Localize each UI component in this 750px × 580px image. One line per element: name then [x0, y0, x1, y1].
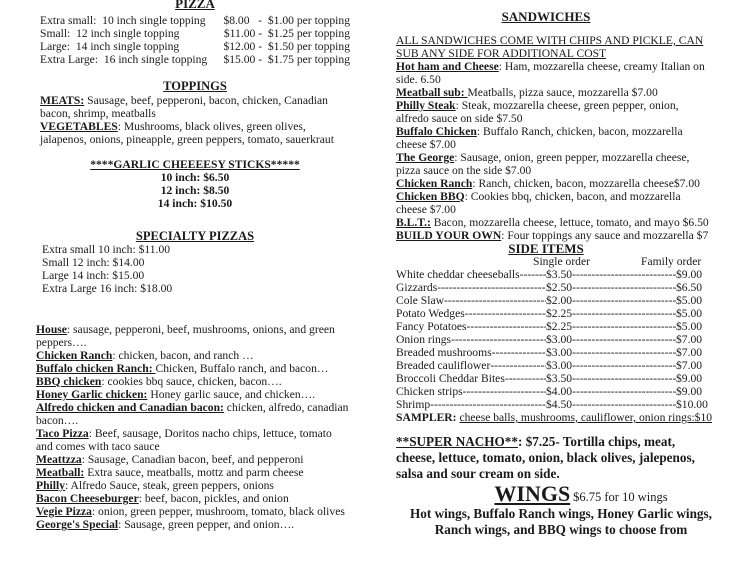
meats-list: Sausage, beef, pepperoni, bacon, chicken, Canadian bacon, shrimp, meatballs — [40, 94, 328, 120]
side-item-name-cell — [396, 359, 546, 372]
specialty-pizza-desc: Honey garlic sauce, and chicken…. — [147, 388, 316, 401]
side-item-name: Chicken strips — [396, 385, 463, 398]
specialty-pizza-desc: : Sausage, Canadian bacon, beef, and pepperoni — [81, 453, 304, 466]
sampler-line — [396, 411, 726, 424]
pizza-size-name: Small: 12 inch single topping — [40, 27, 180, 40]
dotted-leader — [463, 385, 546, 398]
dotted-leader — [430, 398, 546, 411]
side-item-row — [396, 346, 726, 359]
vegetables-line — [40, 120, 350, 146]
specialty-pizza-item — [36, 375, 350, 388]
side-item-single: $2.25 — [546, 307, 573, 320]
side-item-name-cell — [396, 320, 546, 333]
specialty-pizza-item — [36, 427, 350, 453]
side-item-row — [396, 281, 726, 294]
dotted-leader — [572, 346, 676, 359]
specialty-size: Large 14 inch: $15.00 — [42, 269, 145, 282]
sandwich-desc: : Ranch, chicken, bacon, mozzarella cheese$7.00 — [472, 177, 700, 190]
side-item-single-cell — [546, 398, 676, 411]
left-column — [36, 0, 350, 531]
dotted-leader — [492, 346, 546, 359]
pizza-size-row — [40, 14, 350, 27]
specialty-pizza-item — [36, 323, 350, 349]
specialty-pizza-desc: : Sausage, green pepper, and onion…. — [118, 518, 295, 531]
specialty-pizza-item — [36, 518, 350, 531]
dotted-leader — [505, 372, 546, 385]
specialty-pizza-desc: chicken, alfredo, canadian bacon…. — [36, 401, 349, 427]
dotted-leader — [437, 281, 546, 294]
side-item-single: $2.50 — [546, 281, 573, 294]
sandwich-name: Meatball sub: — [396, 86, 468, 99]
side-item-family: $10.00 — [676, 398, 708, 411]
sandwich-name: BUILD YOUR OWN — [396, 229, 502, 242]
side-items — [396, 268, 726, 411]
specialty-size: Extra Large 16 inch: $18.00 — [42, 282, 173, 295]
wings-price: $6.75 for 10 wings — [573, 490, 668, 504]
side-item-row — [396, 385, 726, 398]
wings-header — [396, 482, 726, 506]
specialty-pizza-name: Bacon Cheeseburger — [36, 492, 139, 505]
single-order-header: Single order — [533, 255, 590, 268]
specialty-pizza-name: Chicken Ranch — [36, 349, 113, 362]
sides-title: SIDE ITEMS — [508, 241, 584, 256]
specialty-pizza-item — [36, 349, 350, 362]
sandwich-item — [396, 151, 714, 177]
specialty-pizza-name: Buffalo chicken Ranch: — [36, 362, 156, 375]
specialty-pizza-item — [36, 492, 350, 505]
garlic-title: ****GARLIC CHEEEESY STICKS***** — [90, 158, 300, 171]
sandwich-item — [396, 216, 714, 229]
wings-desc: Hot wings, Buffalo Ranch wings, Honey Garlic wings, Ranch wings, and BBQ wings to choose from — [410, 506, 712, 537]
sandwich-item — [396, 86, 714, 99]
specialty-pizza-desc: Extra sauce, meatballs, mottz and parm cheese — [84, 466, 304, 479]
sandwich-name: Chicken BBQ — [396, 190, 465, 203]
specialty-pizza-desc: : Beef, sausage, Doritos nacho chips, lettuce, tomato and comes with taco sauce — [36, 427, 332, 453]
side-item-family: $9.00 — [676, 372, 703, 385]
dotted-leader — [572, 294, 676, 307]
side-item-name-cell — [396, 281, 546, 294]
side-item-single-cell — [546, 307, 676, 320]
wings-title: WINGS — [494, 481, 571, 506]
dotted-leader — [572, 372, 676, 385]
side-item-single-cell — [546, 320, 676, 333]
nacho-desc: : $7.25- Tortilla chips, meat, cheese, lettuce, tomato, onion, black olives, jalepenos, salsa and sour cream on side. — [396, 434, 695, 481]
right-column — [396, 0, 726, 538]
side-item-family: $5.00 — [676, 320, 703, 333]
vegetables-list: : Mushrooms, black olives, green olives, jalapenos, onions, pineapple, green peppers, tomato, sauerkraut — [40, 120, 334, 146]
dotted-leader — [572, 281, 676, 294]
sandwich-desc: : Buffalo Ranch, chicken, bacon, mozzarella cheese $7.00 — [396, 125, 683, 151]
side-item-row — [396, 320, 726, 333]
side-item-single: $2.25 — [546, 320, 573, 333]
side-item-name: Breaded mushrooms — [396, 346, 492, 359]
side-item-single-cell — [546, 281, 676, 294]
dotted-leader — [520, 268, 546, 281]
side-item-family: $7.00 — [676, 333, 703, 346]
sandwich-name: The George — [396, 151, 455, 164]
sandwich-desc: : Ham, mozzarella cheese, creamy Italian on side. 6.50 — [396, 60, 705, 86]
side-item-name-cell — [396, 372, 546, 385]
side-item-row — [396, 359, 726, 372]
side-item-name-cell — [396, 294, 546, 307]
specialty-pizza-item — [36, 479, 350, 492]
garlic-size: 12 inch: $8.50 — [160, 184, 230, 197]
specialty-pizza-item — [36, 388, 350, 401]
side-item-single: $3.00 — [546, 346, 573, 359]
sandwich-name: B.L.T.: — [396, 216, 431, 229]
dotted-leader — [572, 385, 676, 398]
sampler-desc: cheese balls, mushrooms, cauliflower, onion rings:$10 — [459, 411, 713, 424]
side-item-name-cell — [396, 268, 546, 281]
sandwich-item — [396, 60, 714, 86]
side-item-family: $5.00 — [676, 294, 703, 307]
side-item-name-cell — [396, 346, 546, 359]
specialty-pizza-desc: : chicken, bacon, and ranch … — [112, 349, 254, 362]
sandwich-item — [396, 125, 714, 151]
sandwich-item — [396, 190, 714, 216]
garlic-sizes — [40, 171, 350, 210]
sandwiches-note: ALL SANDWICHES COME WITH CHIPS AND PICKLE, CAN SUB ANY SIDE FOR ADDITIONAL COST — [396, 34, 704, 60]
super-nacho — [396, 434, 716, 482]
family-order-header: Family order — [641, 255, 702, 268]
pizza-size-price: $8.00 - $1.00 per topping — [223, 14, 350, 27]
specialty-title: SPECIALTY PIZZAS — [135, 229, 255, 243]
specialty-pizza-name: Taco Pizza — [36, 427, 89, 440]
sandwich-desc: Bacon, mozzarella cheese, lettuce, tomato, and mayo $6.50 — [430, 216, 709, 229]
meats-label: MEATS: — [40, 94, 85, 107]
specialty-pizza-name: Philly — [36, 479, 65, 492]
side-item-name: Potato Wedges — [396, 307, 465, 320]
dotted-leader — [572, 307, 676, 320]
specialty-pizza-name: BBQ chicken — [36, 375, 102, 388]
side-item-name: Gizzards — [396, 281, 438, 294]
sandwich-name: Buffalo Chicken — [396, 125, 477, 138]
side-item-single: $3.50 — [546, 268, 573, 281]
dotted-leader — [572, 268, 676, 281]
side-item-single: $3.50 — [546, 372, 573, 385]
side-item-name: Cole Slaw — [396, 294, 444, 307]
specialty-pizza-desc: : beef, bacon, pickles, and onion — [138, 492, 289, 505]
dotted-leader — [572, 398, 676, 411]
sandwich-items — [396, 60, 714, 242]
side-item-name-cell — [396, 333, 546, 346]
meats-line — [40, 94, 350, 120]
pizza-size-name: Extra small: 10 inch single topping — [40, 14, 206, 27]
specialty-sizes — [40, 243, 350, 295]
specialty-pizza-item — [36, 505, 350, 518]
sandwiches-title: SANDWICHES — [501, 9, 591, 24]
side-item-single-cell — [546, 359, 676, 372]
side-item-family: $5.00 — [676, 307, 703, 320]
side-item-single: $4.00 — [546, 385, 573, 398]
specialty-pizza-name: Vegie Pizza — [36, 505, 92, 518]
dotted-leader — [572, 333, 676, 346]
sandwich-desc: : Sausage, onion, green pepper, mozzarella cheese, pizza sauce on the side $7.00 — [396, 151, 690, 177]
specialty-pizza-desc: : cookies bbq sauce, chicken, bacon…. — [101, 375, 282, 388]
side-item-name: White cheddar cheeseballs — [396, 268, 520, 281]
side-item-name-cell — [396, 385, 546, 398]
side-item-single-cell — [546, 372, 676, 385]
side-item-name-cell — [396, 307, 546, 320]
side-item-name: Fancy Potatoes — [396, 320, 467, 333]
specialty-pizza-item — [36, 362, 350, 375]
specialty-size: Extra small 10 inch: $11.00 — [42, 243, 171, 256]
side-item-family: $9.00 — [676, 385, 703, 398]
sides-header — [533, 255, 726, 268]
sandwich-name: Philly Steak — [396, 99, 456, 112]
sampler-label: SAMPLER: — [396, 411, 457, 424]
pizza-size-name: Extra Large: 16 inch single topping — [40, 53, 208, 66]
side-item-name: Onion rings — [396, 333, 452, 346]
side-item-family: $7.00 — [676, 346, 703, 359]
pizza-size-price: $15.00 - $1.75 per topping — [223, 53, 350, 66]
side-item-single: $4.50 — [546, 398, 573, 411]
specialty-pizza-desc: : sausage, pepperoni, beef, mushrooms, onions, and green peppers…. — [36, 323, 335, 349]
pizza-size-row — [40, 27, 350, 40]
garlic-size: 14 inch: $10.50 — [157, 197, 233, 210]
side-item-row — [396, 294, 726, 307]
side-item-single-cell — [546, 346, 676, 359]
pizza-title: PIZZA — [175, 0, 215, 11]
pizza-size-price: $12.00 - $1.50 per topping — [223, 40, 350, 53]
dotted-leader — [572, 320, 676, 333]
side-item-single: $2.00 — [546, 294, 573, 307]
side-item-family: $7.00 — [676, 359, 703, 372]
side-item-single-cell — [546, 385, 676, 398]
dotted-leader — [451, 333, 546, 346]
pizza-sizes — [40, 14, 350, 66]
specialty-pizza-item — [36, 453, 350, 466]
specialty-pizza-name: George's Special — [36, 518, 119, 531]
specialty-pizza-name: Honey Garlic chicken: — [36, 388, 148, 401]
side-item-name: Shrimp — [396, 398, 431, 411]
side-item-row — [396, 398, 726, 411]
side-item-single-cell — [546, 333, 676, 346]
sandwich-desc: : Steak, mozzarella cheese, green pepper, onion, alfredo sauce on side $7.50 — [396, 99, 679, 125]
sandwich-desc: : Cookies bbq, chicken, bacon, and mozzarella cheese $7.00 — [396, 190, 681, 216]
pizza-size-name: Large: 14 inch single topping — [40, 40, 180, 53]
side-item-name: Broccoli Cheddar Bites — [396, 372, 505, 385]
dotted-leader — [572, 359, 676, 372]
sandwich-item — [396, 99, 714, 125]
dotted-leader — [467, 320, 546, 333]
sandwich-name: Hot ham and Cheese — [396, 60, 499, 73]
specialty-items — [36, 323, 350, 531]
specialty-pizza-item — [36, 466, 350, 479]
side-item-single-cell — [546, 268, 676, 281]
sandwich-desc: : Four toppings any sauce and mozzarella $7 — [501, 229, 709, 242]
side-item-name: Breaded cauliflower — [396, 359, 491, 372]
sandwich-name: Chicken Ranch — [396, 177, 473, 190]
specialty-pizza-item — [36, 401, 350, 427]
dotted-leader — [490, 359, 546, 372]
specialty-pizza-desc: Chicken, Buffalo ranch, and bacon… — [155, 362, 329, 375]
specialty-size: Small 12 inch: $14.00 — [42, 256, 145, 269]
side-item-single: $3.00 — [546, 359, 573, 372]
specialty-pizza-name: Alfredo chicken and Canadian bacon: — [36, 401, 224, 414]
side-item-family: $6.50 — [676, 281, 703, 294]
side-item-row — [396, 372, 726, 385]
pizza-size-price: $11.00 - $1.25 per topping — [223, 27, 350, 40]
dotted-leader — [444, 294, 546, 307]
side-item-row — [396, 333, 726, 346]
pizza-size-row — [40, 53, 350, 66]
sandwich-item — [396, 177, 714, 190]
sandwich-desc: Meatballs, pizza sauce, mozzarella $7.00 — [467, 86, 658, 99]
side-item-row — [396, 268, 726, 281]
specialty-pizza-desc: : onion, green pepper, mushroom, tomato, black olives — [91, 505, 345, 518]
side-item-single: $3.00 — [546, 333, 573, 346]
dotted-leader — [465, 307, 546, 320]
pizza-size-row — [40, 40, 350, 53]
specialty-pizza-name: Meatball: — [36, 466, 85, 479]
vegetables-label: VEGETABLES — [40, 120, 118, 133]
nacho-label: **SUPER NACHO** — [396, 434, 518, 449]
side-item-single-cell — [546, 294, 676, 307]
specialty-pizza-name: House — [36, 323, 67, 336]
side-item-name-cell — [396, 398, 546, 411]
side-item-row — [396, 307, 726, 320]
side-item-family: $9.00 — [676, 268, 703, 281]
garlic-size: 10 inch: $6.50 — [160, 171, 230, 184]
specialty-pizza-name: Meattzza — [36, 453, 82, 466]
specialty-pizza-desc: : Alfredo Sauce, steak, green peppers, onions — [65, 479, 274, 492]
toppings-title: TOPPINGS — [163, 79, 227, 93]
